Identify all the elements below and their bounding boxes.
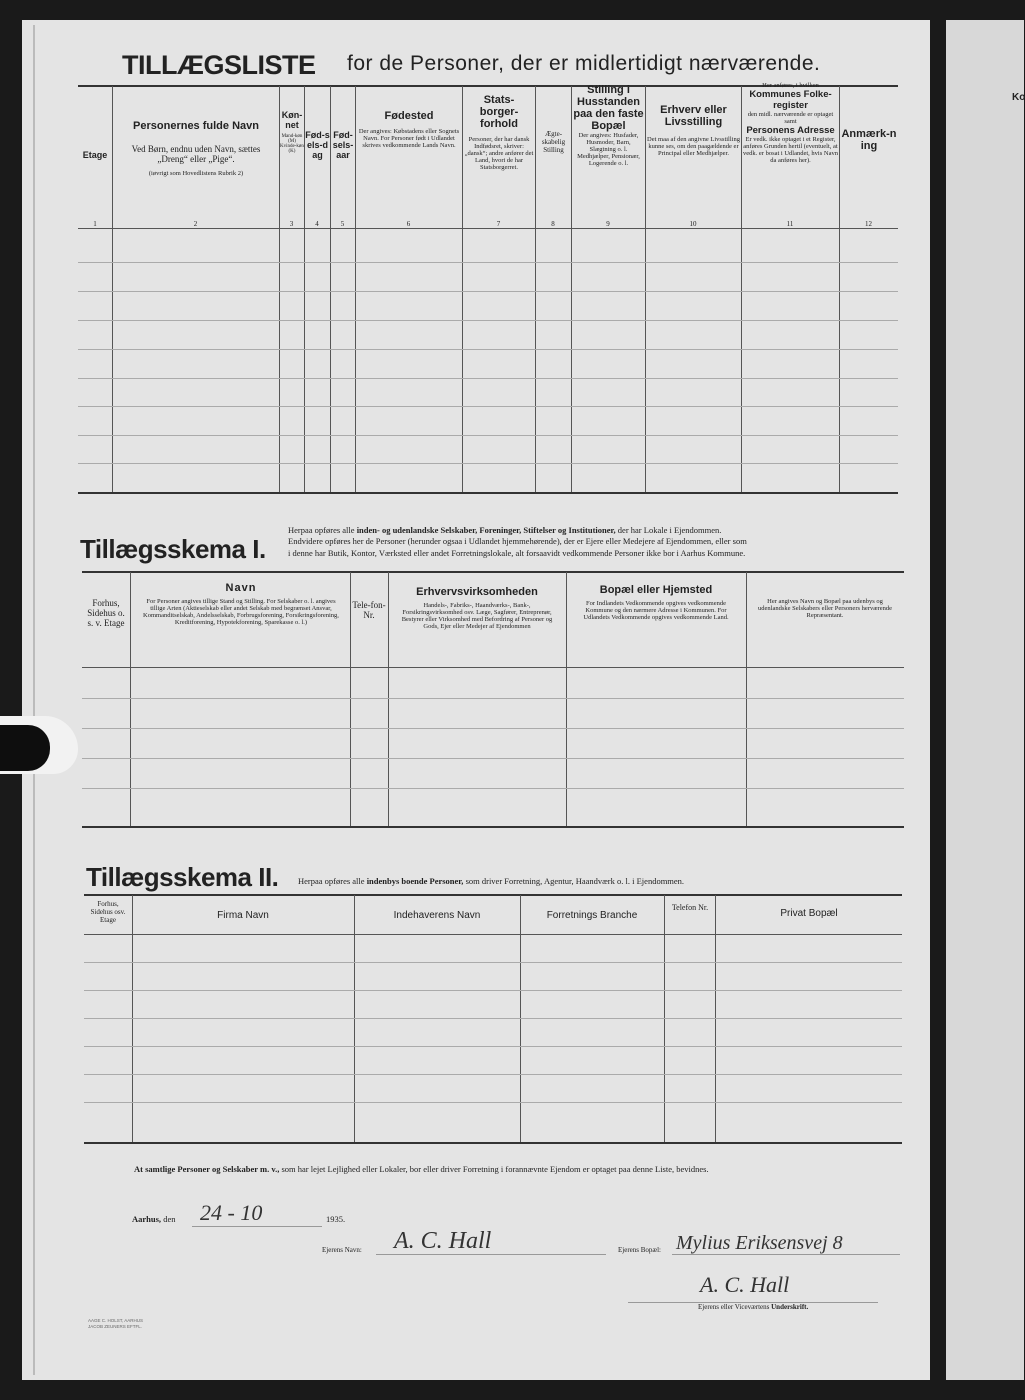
col-number: 10: [689, 220, 697, 228]
col-number: 12: [865, 220, 872, 228]
skema2-col-address: Privat Bopæl: [780, 908, 838, 919]
skema2-header-rule: [84, 934, 902, 935]
date-underline: [192, 1226, 322, 1227]
col-birthday-header: Fød-sels-dag: [305, 130, 330, 160]
skema1-col-representative: Her angives Navn og Bopæl paa udenbys og udenlandske Selskabers eller Personers herværende Repræsentant.: [758, 598, 892, 619]
col-divider: [112, 86, 113, 492]
skema2-col-owner: Indehaverens Navn: [393, 910, 481, 921]
col-divider: [355, 86, 356, 492]
skema2-title: Tillægsskema II.: [86, 862, 279, 892]
row-rule: [78, 463, 898, 464]
col-divider: [535, 86, 536, 492]
skema2-col-phone: Telefon Nr.: [671, 903, 709, 912]
col-household-header: Stilling i Husstanden paa den faste Bopæl Der angives: Husfader, Husmoder, Barn, Slægtning o. l. Medhjælper, Pensionær, Logerende o. l.: [573, 84, 644, 167]
footer-date-handwritten: 24 - 10: [200, 1200, 263, 1225]
col-number: 11: [786, 220, 794, 228]
skema1-col-phone: Tele-fon-Nr.: [352, 600, 386, 620]
col-number: 8: [551, 220, 555, 228]
skema1-header-rule: [82, 667, 904, 668]
col-name-header: Personernes fulde Navn Ved Børn, endnu uden Navn, sættes „Dreng“ eller „Pige“. (iøvrigt som Hovedlistens Rubrik 2): [131, 120, 261, 177]
footer-year: 1935.: [326, 1214, 346, 1224]
col-divider: [645, 86, 646, 492]
row-rule: [84, 962, 902, 963]
binder-tab-shadow: [0, 725, 50, 771]
skema1-col-business: Erhvervsvirksomheden Handels-, Fabriks-, Haandværks-, Bank-, Forsikringsvirksomhed osv. Læge, Sagfører, Entreprenør, Bestyrer eller Virksomhed med Befordring af Personer og Gods, Ejer eller Medejer af Ejendommen: [401, 586, 553, 630]
main-list-subtitle: for de Personer, der er midlertidigt nærværende.: [347, 52, 821, 75]
col-divider: [741, 86, 742, 492]
col-etage-header: Etage: [82, 150, 108, 160]
main-table-header-rule: [78, 228, 898, 229]
skema1-col-residence: Bopæl eller Hjemsted For Indlandets Vedkommende opgives vedkommende Kommune og den nærmere Adresse i Kommunen. For Udlandets Vedkommende opgives vedkommende Land.: [583, 584, 729, 621]
footer-statement: At samtlige Personer og Selskaber m. v., som har lejet Lejlighed eller Lokaler, bor eller driver Forretning i forannævnte Ejendom er optaget paa denne Liste, bevidnes.: [134, 1164, 709, 1174]
col-number: 9: [606, 220, 610, 228]
col-sex-header: Køn-net Mand-køn (M) Kvinde-køn (K): [280, 110, 304, 154]
row-rule: [84, 990, 902, 991]
col-register-header: Her anføres, i hvilken Kommunes Folke-register den midl. nærværende er optaget samt Personens Adresse Er vedk. ikke optaget i et Register, anføres Grunden hertil (eventuelt, at vedk. er bosat i Udlandet, hvis Navn da anføres her).: [743, 82, 838, 164]
main-table-bottom-rule: [78, 492, 898, 494]
col-number: 4: [315, 220, 319, 228]
col-number: 5: [340, 220, 345, 228]
row-rule: [84, 1046, 902, 1047]
col-marital-header: Ægte-skabelig Stilling: [541, 130, 566, 154]
row-rule: [82, 758, 904, 759]
skema2-bottom-rule: [84, 1142, 902, 1144]
col-number: 7: [496, 220, 501, 228]
row-rule: [82, 728, 904, 729]
owner-address-handwritten: Mylius Eriksensvej 8: [676, 1232, 843, 1254]
skema2-col-floor: Forhus, Sidehus osv. Etage: [90, 900, 126, 924]
skema1-intro: Herpaa opføres alle inden- og udenlandske Selskaber, Foreninger, Stiftelser og Institutioner, der har Lokale i Ejendommen. Endvidere opføres her de Personer (herunder ogsaa i Udlandet hjemmehørende), der er Ejere eller Medejere af Ejendommen, eller som i denne har Butik, Kontor, Værksted eller andet Forretningslokale, alt forsaavidt vedkommende Personer ikke bor i Aarhus Kommune.: [288, 525, 747, 558]
skema1-bottom-rule: [82, 826, 904, 828]
row-rule: [84, 1102, 902, 1103]
owner-address-label: Ejerens Bopæl:: [618, 1246, 661, 1254]
row-rule: [78, 320, 898, 321]
col-number: 1: [93, 220, 97, 228]
skema1-col-floor: Forhus, Sidehus o. s. v. Etage: [87, 598, 125, 628]
page-edge: [33, 25, 35, 1375]
signature-handwritten: A. C. Hall: [700, 1272, 790, 1297]
col-divider: [839, 86, 840, 492]
skema2-intro: Herpaa opføres alle indenbys boende Personer, som driver Forretning, Agentur, Haandværk o. l. i Ejendommen.: [298, 876, 685, 886]
signature-label: Ejerens eller Viceværtens Underskrift.: [698, 1303, 809, 1311]
row-rule: [84, 1074, 902, 1075]
owner-name-label: Ejerens Navn:: [322, 1246, 362, 1254]
col-birthyear-header: Fød-sels-aar: [332, 130, 354, 160]
owner-name-underline: [376, 1254, 606, 1255]
row-rule: [82, 698, 904, 699]
skema1-top-rule: [82, 571, 904, 573]
col-remarks-header: Anmærk-ning: [841, 128, 897, 152]
adjacent-page: [946, 20, 1024, 1380]
col-divider: [571, 86, 572, 492]
col-number: 3: [289, 220, 294, 228]
footer-city: Aarhus, den: [132, 1214, 176, 1224]
skema2-col-branch: Forretnings Branche: [546, 910, 638, 921]
skema2-col-firm: Firma Navn: [217, 910, 269, 921]
printer-imprint: AAGE C. HOLST, AARHUS JACOB ZEUNERS EFTFL.: [88, 1318, 144, 1329]
adjacent-page-text: Ko: [1012, 92, 1025, 103]
owner-name-handwritten: A. C. Hall: [394, 1228, 492, 1254]
col-occupation-header: Erhverv eller Livsstilling Det maa af den angivne Livsstilling kunne ses, om den paagældende er Principal eller Medhjælper.: [647, 104, 740, 157]
row-rule: [78, 435, 898, 436]
row-rule: [78, 349, 898, 350]
col-birthplace-header: Fødested Der angives: Købstadens eller Sognets Navn. For Personer født i Udlandet skrives vedkommende Lands Navn.: [358, 110, 460, 149]
row-rule: [82, 788, 904, 789]
skema1-col-name: Navn For Personer angives tillige Stand og Stilling. For Selskaber o. l. angives tillige Arten (Aktieselskab eller andet Selskab med begrænset Ansvar, Kommanditselskab, Andelsselskab, Forbrugsforening, Forsikringsforening, Kreditforening, Hypotekforening, Sparekasse o. l.): [143, 582, 339, 626]
col-number: 6: [406, 220, 411, 228]
row-rule: [78, 378, 898, 379]
col-number: 2: [193, 220, 198, 228]
row-rule: [84, 1018, 902, 1019]
row-rule: [78, 291, 898, 292]
skema2-top-rule: [84, 894, 902, 896]
row-rule: [78, 262, 898, 263]
skema1-title: Tillægsskema I.: [80, 534, 266, 564]
main-list-title: TILLÆGSLISTE: [122, 50, 316, 80]
owner-address-underline: [672, 1254, 900, 1255]
col-divider: [462, 86, 463, 492]
col-citizenship-header: Stats-borger-forhold Personer, der har dansk Indfødsret, skriver: „dansk“; andre anfører det Land, hvori de har Statsborgerret.: [464, 94, 534, 171]
row-rule: [78, 406, 898, 407]
